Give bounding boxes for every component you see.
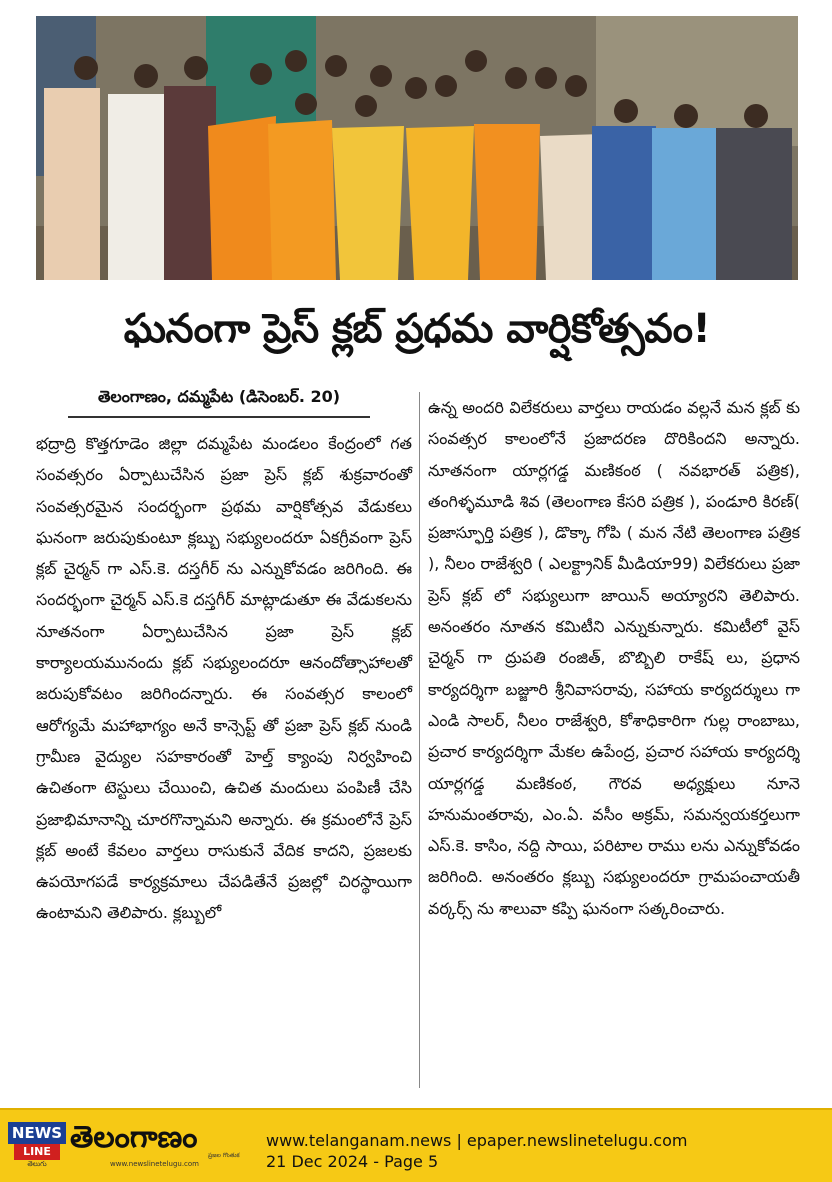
telanganam-logo: తెలంగాణం xyxy=(70,1120,198,1155)
footer-info xyxy=(266,1130,687,1172)
article-column-left: భద్రాద్రి కొత్తగూడెం జిల్లా దమ్మపేట మండలం కేంద్రంలో గత సంవత్సరం ఏర్పాటుచేసిన ప్రజా ప్రెస్ క్లబ్ శుక్రవారంతో సంవత్సరమైన సందర్భంగా ప్రథమ వార్షికోత్సవ వేడుకలు ఘనంగా జరుపుకుంటూ క్లబ్బు సభ్యులందరూ ఏకగ్రీవంగా ప్రెస్ క్లబ్ చైర్మన్ గా ఎస్.కె. దస్తగీర్ ను ఎన్నుకోవడం జరిగింది. ఈ సందర్భంగా చైర్మన్ ఎస్.కె దస్తగీర్ మాట్లాడుతూ ఈ వేడుకలను నూతనంగా ఏర్పాటుచేసిన ప్రజా ప్రెస్ క్లబ్ కార్యాలయమునందు క్లబ్ సభ్యులందరూ ఆనందోత్సాహాలతో జరుపుకోవటం జరిగిందన్నారు. ఈ సంవత్సర కాలంలో ఆరోగ్యమే మహాభాగ్యం అనే కాన్సెప్ట్ తో ప్రజా ప్రెస్ క్లబ్ నుండి గ్రామీణ వైద్యుల సహకారంతో హెల్త్ క్యాంపు నిర్వహించి ఉచితంగా టెస్టులు చేయించి, ఉచిత మందులు పంపిణీ చేసి ప్రజాభిమానాన్ని చూరగొన్నామని అన్నారు. ఈ క్రమంలోనే ప్రెస్ క్లబ్ అంటే కేవలం వార్తలు రాసుకునే వేదిక కాదని, ప్రజలకు ఉపయోగపడే కార్యక్రమాలు చేపడితేనే ప్రజల్లో చిరస్థాయిగా ఉంటామని తెలిపారు. క్లబ్బులో xyxy=(36,434,412,923)
group-photo-illustration xyxy=(36,16,798,280)
article-column-right: ఉన్న అందరి విలేకరులు వార్తలు రాయడం వల్లనే మన క్లబ్ కు సంవత్సర కాలంలోనే ప్రజాదరణ దొరికిందని అన్నారు. నూతనంగా యార్లగడ్డ మణికంఠ ( నవభారత్ పత్రిక), తంగిళ్ళమూడి శివ (తెలంగాణ కేసరి పత్రిక ), పండూరి కిరణ్( ప్రజాస్ఫూర్తి పత్రిక ), డొక్కా గోపి ( మన నేటి తెలంగాణ పత్రిక ), నీలం రాజేశ్వరి ( ఎలక్ట్రానిక్ మీడియా99) విలేకరులు ప్రజా ప్రెస్ క్లబ్ లో సభ్యులుగా జాయిన్ అయ్యారని తెలిపారు. అనంతరం నూతన కమిటీని ఎన్నుకున్నారు. కమిటీలో వైస్ చైర్మన్ గా ద్రుపతి రంజిత్, బొబ్బిలి రాకేష్ లు, ప్రధాన కార్యదర్శిగా బజ్జూరి శ్రీనివాసరావు, సహాయ కార్యదర్శులు గా ఎండి సాలర్, నీలం రాజేశ్వరి, కోశాధికారిగా గుల్ల రాంబాబు, ప్రచార కార్యదర్శిగా మేకల ఉపేంద్ర, ప్రచార సహాయ కార్యదర్శి యార్లగడ్డ మణికంఠ, గౌరవ అధ్యక్షులు నూనె హనుమంతరావు, ఎం.ఏ. వసీం అక్రమ్, సమన్వయకర్తలుగా ఎస్.కె. కాసిం, నద్ది సాయి, పరిటాల రాము లను ఎన్నుకోవడం జరిగింది. అనంతరం క్లబ్బు సభ్యులందరూ గ్రామపంచాయతీ వర్కర్స్ ను శాలువా కప్పి ఘనంగా సత్కరించారు. xyxy=(428,398,800,918)
newsline-logo xyxy=(8,1122,66,1168)
news-photo xyxy=(36,16,798,280)
headline: ఘనంగా ప్రెస్ క్లబ్ ప్రధమ వార్షికోత్సవం! xyxy=(123,306,711,352)
logo-slogan: ప్రజల గొంతుక xyxy=(208,1152,240,1159)
column-divider xyxy=(419,392,420,1088)
logo-tag: తెలుగు xyxy=(27,1160,47,1168)
dateline: తెలంగాణం, దమ్మపేట (డిసెంబర్. 20) xyxy=(68,386,370,418)
logo-news-text: NEWS xyxy=(8,1122,66,1144)
logo-line-text: LINE xyxy=(14,1144,60,1160)
footer-sites: www.telanganam.news | epaper.newslinetelugu.com xyxy=(266,1131,688,1150)
footer-date-page: 21 Dec 2024 - Page 5 xyxy=(266,1152,439,1171)
logo-site: www.newslinetelugu.com xyxy=(110,1160,199,1168)
